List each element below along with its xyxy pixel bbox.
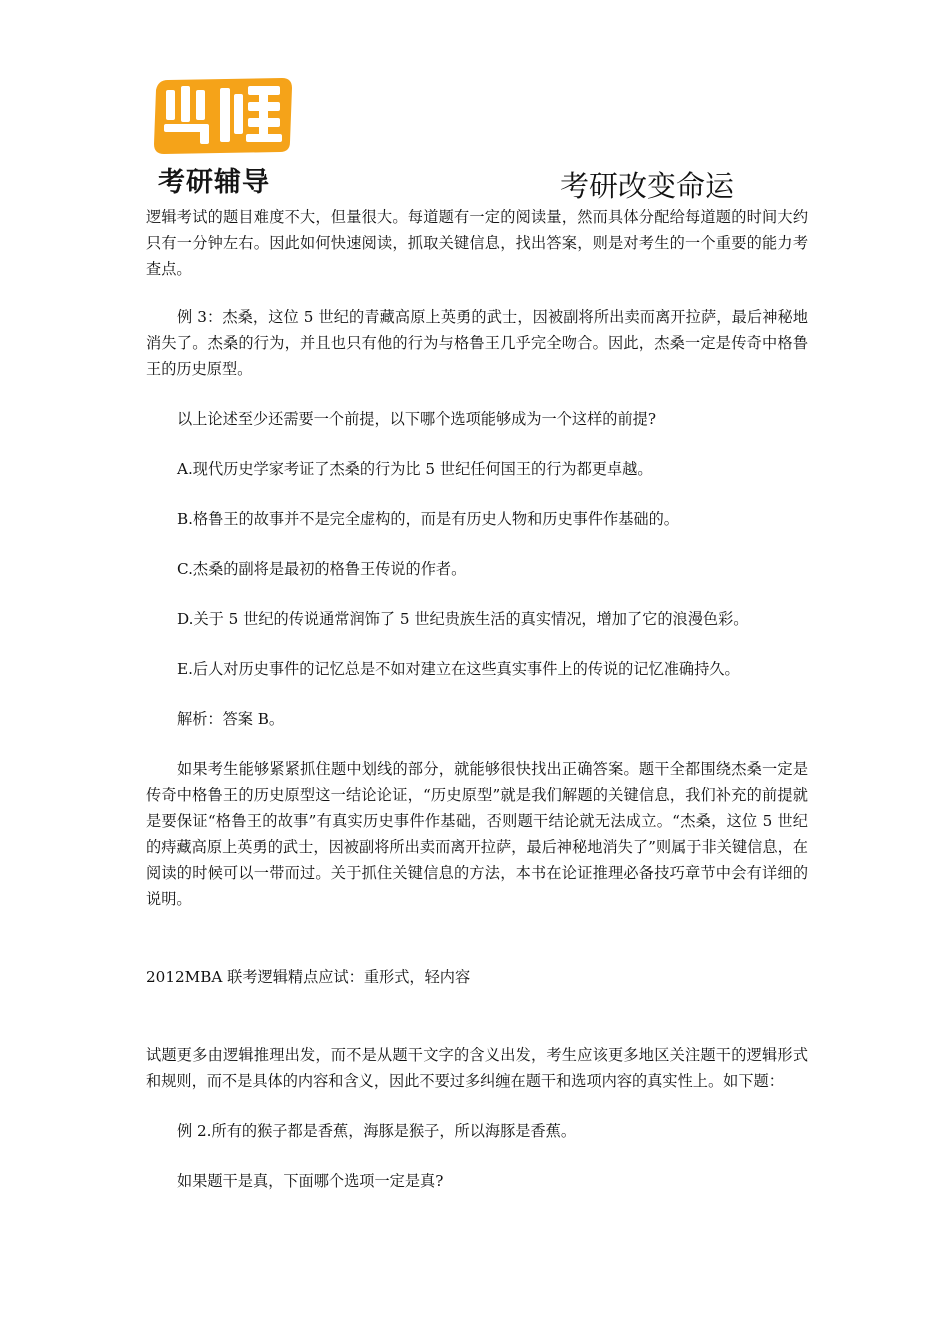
question-prompt: 以上论述至少还需要一个前提，以下哪个选项能够成为一个这样的前提? xyxy=(177,410,656,428)
option-d: D.关于 5 世纪的传说通常润饰了 5 世纪贵族生活的真实情况，增加了它的浪漫色彩。 xyxy=(177,610,749,628)
option-b: B.格鲁王的故事并不是完全虚构的，而是有历史人物和历史事件作基础的。 xyxy=(177,510,679,528)
logo-subtitle: 考研辅导 xyxy=(158,167,270,198)
example-3-question: 例 3：杰桑，这位 5 世纪的青藏高原上英勇的武士，因被副将所出卖而离开拉萨，最后神秘地消失了。杰桑的行为，并且也只有他的行为与格鲁王几乎完全吻合。因此，杰桑一定是传奇中格鲁王的历史原型。 xyxy=(146,308,808,378)
section-heading: 2012MBA 联考逻辑精点应试：重形式，轻内容 xyxy=(146,968,471,986)
intro-paragraph: 逻辑考试的题目难度不大，但量很大。每道题有一定的阅读量，然而具体分配给每道题的时间大约只有一分钟左右。因此如何快速阅读，抓取关键信息，找出答案，则是对考生的一个重要的能力考查点。 xyxy=(146,208,808,278)
option-e: E.后人对历史事件的记忆总是不如对建立在这些真实事件上的传说的记忆准确持久。 xyxy=(177,660,740,678)
option-a: A.现代历史学家考证了杰桑的行为比 5 世纪任何国王的行为都更卓越。 xyxy=(177,460,653,478)
brand-logo xyxy=(150,72,300,196)
logo-text: 凯程 xyxy=(150,72,152,73)
example-2-question: 例 2.所有的猴子都是香蕉，海豚是猴子，所以海豚是香蕉。 xyxy=(177,1122,577,1140)
document-body xyxy=(146,204,808,1194)
answer-line: 解析：答案 B。 xyxy=(177,710,285,728)
header-slogan: 考研改变命运 xyxy=(560,169,735,203)
analysis-paragraph: 如果考生能够紧紧抓住题中划线的部分，就能够很快找出正确答案。题干全都围绕杰桑一定是传奇中格鲁王的历史原型这一结论论证，“历史原型”就是我们解题的关键信息，我们补充的前提就是要保证“格鲁王的故事”有真实历史事件作基础，否则题干结论就无法成立。“杰桑，这位 5 世纪的痔藏高原上英勇的武士，因被副将所出卖而离开拉萨，最后神秘地消失了”则属于非关键信息，在阅读的时候可以一带而过。关于抓住关键信息的方法，本书在论证推理必备技巧章节中会有详细的说明。 xyxy=(146,760,808,908)
logo-mark xyxy=(150,72,296,158)
section-paragraph: 试题更多由逻辑推理出发，而不是从题干文字的含义出发，考生应该更多地区关注题干的逻辑形式和规则，而不是具体的内容和含义，因此不要过多纠缠在题干和选项内容的真实性上。如下题： xyxy=(146,1046,808,1090)
option-c: C.杰桑的副将是最初的格鲁王传说的作者。 xyxy=(177,560,467,578)
example-2-prompt: 如果题干是真，下面哪个选项一定是真? xyxy=(177,1172,444,1190)
